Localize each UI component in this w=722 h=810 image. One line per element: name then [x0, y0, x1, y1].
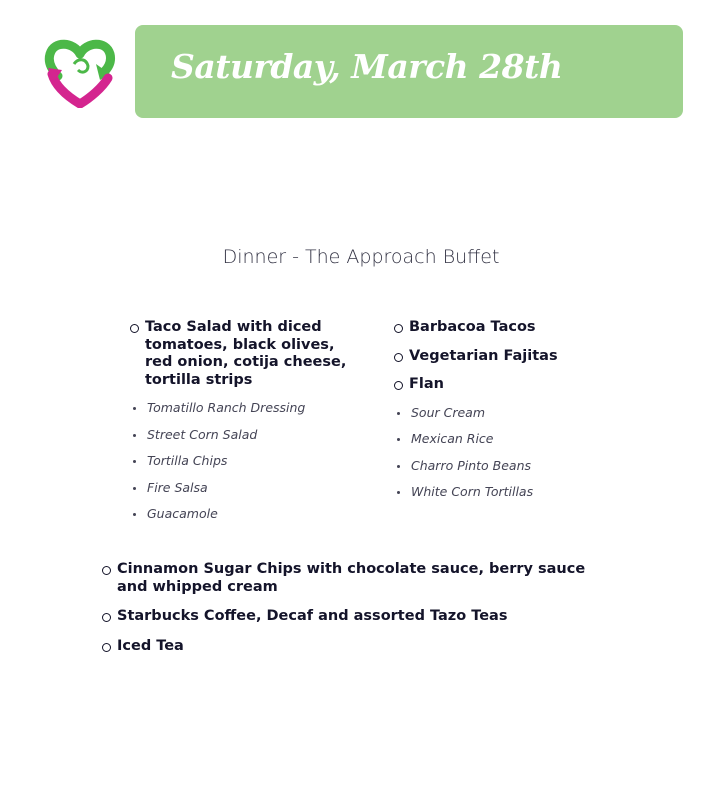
left-sub-list	[130, 400, 360, 522]
menu-item-label: Iced Tea	[117, 637, 184, 654]
list-item	[394, 484, 644, 500]
menu-item-label: Flan	[409, 376, 444, 392]
list-item-label: Fire Salsa	[147, 479, 208, 495]
menu-item-cinnamon-chips	[102, 561, 612, 596]
menu-item-label: Starbucks Coffee, Decaf and assorted Tazo Teas	[117, 608, 508, 624]
bullet-dot-icon	[397, 438, 400, 441]
dessert-drinks-list	[102, 561, 612, 667]
bullet-dot-icon	[397, 465, 400, 468]
list-item-label: Street Corn Salad	[147, 426, 258, 442]
bullet-dot-icon	[397, 491, 400, 494]
bullet-dot-icon	[133, 460, 136, 463]
right-menu-column	[394, 319, 644, 511]
list-item-label: Charro Pinto Beans	[411, 457, 532, 473]
list-item-label: Tortilla Chips	[147, 453, 228, 468]
hollow-bullet-icon	[102, 613, 111, 622]
list-item	[394, 458, 644, 474]
list-item	[130, 506, 360, 522]
section-title: Dinner - The Approach Buffet	[222, 246, 500, 268]
list-item	[130, 453, 360, 469]
heart-logo-icon	[44, 34, 116, 108]
menu-item-taco-salad	[130, 319, 360, 389]
list-item	[130, 480, 360, 496]
right-sub-list	[394, 405, 644, 501]
menu-item-label: Taco Salad with diced tomatoes, black olives, red onion, cotija cheese, tortilla strips	[145, 319, 347, 388]
menu-item-iced-tea	[102, 638, 612, 656]
hollow-bullet-icon	[394, 324, 403, 333]
hollow-bullet-icon	[394, 353, 403, 362]
left-menu-column	[130, 319, 360, 533]
list-item	[394, 405, 644, 421]
bullet-dot-icon	[133, 407, 136, 410]
menu-item-barbacoa-tacos	[394, 319, 644, 337]
list-item-label: Sour Cream	[411, 404, 486, 420]
menu-item-label: Cinnamon Sugar Chips with chocolate sauce, berry sauce and whipped cream	[117, 561, 586, 595]
bullet-dot-icon	[133, 513, 136, 516]
hollow-bullet-icon	[102, 643, 111, 652]
list-item	[130, 427, 360, 443]
list-item-label: White Corn Tortillas	[411, 484, 534, 499]
list-item-label: Tomatillo Ranch Dressing	[147, 400, 306, 415]
hollow-bullet-icon	[130, 324, 139, 333]
menu-item-label: Barbacoa Tacos	[409, 319, 536, 335]
date-title: Saturday, March 28th	[171, 47, 563, 86]
bullet-dot-icon	[397, 412, 400, 415]
bullet-dot-icon	[133, 434, 136, 437]
list-item-label: Guacamole	[147, 506, 218, 521]
list-item-label: Mexican Rice	[411, 431, 494, 446]
hollow-bullet-icon	[394, 381, 403, 390]
menu-item-coffee-tea	[102, 608, 612, 626]
menu-item-label: Vegetarian Fajitas	[409, 347, 558, 364]
hollow-bullet-icon	[102, 566, 111, 575]
date-banner	[135, 25, 683, 118]
bullet-dot-icon	[133, 487, 136, 490]
menu-item-flan	[394, 376, 644, 394]
list-item	[394, 431, 644, 447]
list-item	[130, 400, 360, 416]
menu-item-vegetarian-fajitas	[394, 348, 644, 366]
